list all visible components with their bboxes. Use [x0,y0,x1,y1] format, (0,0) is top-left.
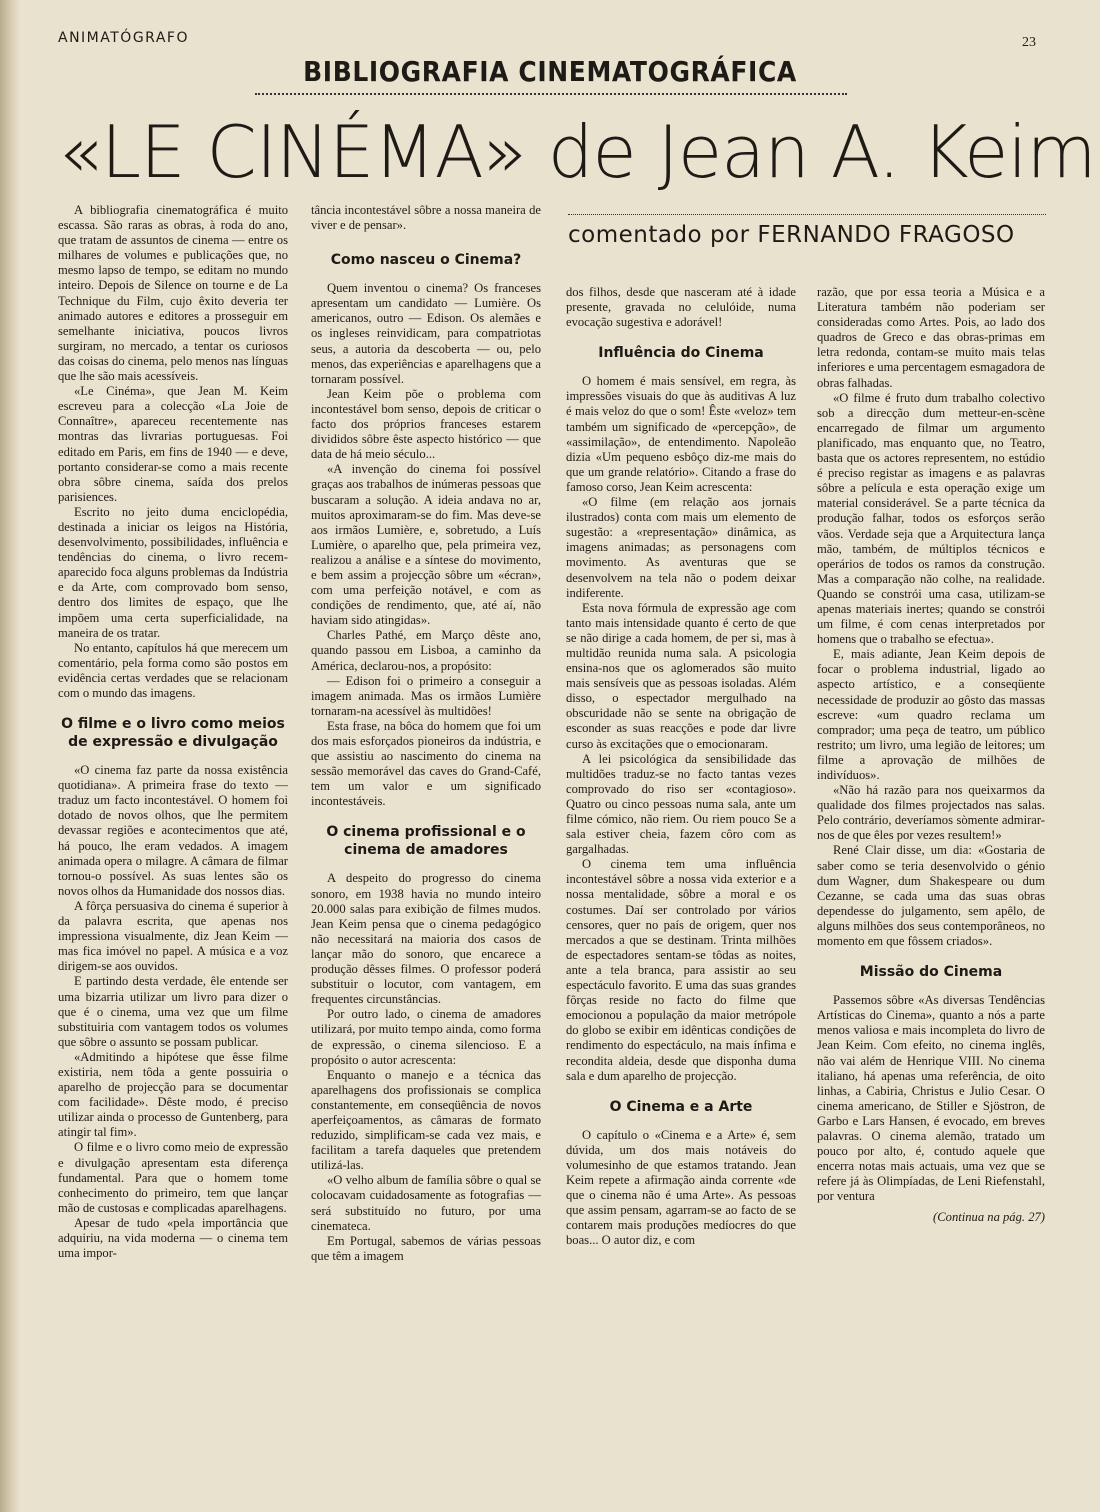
subheading: Influência do Cinema [598,345,764,362]
article-title: «LE CINÉMA» de Jean A. Keim [58,110,1096,194]
paragraph: O capítulo o «Cinema e a Arte» é, sem dúvida, um dos mais notáveis do volumesinho de que estamos tratando. Jean Keim repete a afirmação ainda corrente «de que o cinema não é uma Arte». As pessoas que assim pensam, agarram-se ao facto de se contarem mais produções medíocres do que boas... O autor diz, e com [566,1127,796,1248]
paragraph: A bibliografia cinematográfica é muito escassa. São raras as obras, à roda do ano, que tratam de assuntos de cinema — entre os milhares de volumes e publicações que, no mesmo lapso de tempo, se editam no mundo inteiro. Depois de Silence on tourne e de La Technique du Film, cujo êxito deveria ter animado autores e editores a prosseguir em semelhante iniciativa, poucos livros surgiram, no mercado, a tentar os curiosos das coisas do cinema, pelo menos nas línguas que lhe são mais acessíveis. [58,203,288,384]
paragraph: «Admitindo a hipótese que êsse filme existiria, nem tôda a gente possuiria o aparelho de projecção para se documentar com facilidade». Dêste modo, é preciso utilizar ainda o processo de Guntenberg, para atingir tal fim». [58,1049,288,1140]
paragraph: Esta nova fórmula de expressão age com tanto mais intensidade quanto é certo de que se não dirige a cada homem, de per si, mas à multidão reunida numa sala. A psicologia ensina-nos que os aglomerados são muito mais sensíveis que as pessoas isoladas. Além disso, o espectador mergulhado na obscuridade não se sente na obrigação de esconder as suas reacções e pode dar livre curso às excitações que o emocionaram. [566,600,796,751]
page-number: 23 [1022,35,1036,50]
paragraph: O filme e o livro como meio de expressão e divulgação apresentam esta diferença fundamental. Para que o homem tome conhecimento do primeiro, tem que lançar mão de custosas e complicadas aparelhagens. [58,1140,288,1215]
subheading: O Cinema e a Arte [609,1098,753,1115]
section-title: BIBLIOGRAFIA CINEMATOGRÁFICA [303,55,797,88]
paragraph: A despeito do progresso do cinema sonoro, em 1938 havia no mundo inteiro 20.000 salas para exibição de filmes mudos. Jean Keim pensa que o cinema pedagógico não necessitará na maioria dos casos de lançar mão do sonoro, que encarece a produção dêsses filmes. O professor poderá substituir o locutor, com vantagem, em frequentes circunstâncias. [311,871,541,1007]
paragraph: O cinema tem uma influência incontestável sôbre a nossa vida exterior e a nossa mentalidade, sôbre a moral e os costumes. Daí ser controlado por vários censores, quer no país de origem, quer nos mercados a que se destinam. Trinta milhões de espectadores sentam-se tôdas as noites, ante a tela branca, para assistir ao seu espectáculo favorito. E uma das suas grandes fôrças reside no facto do filme que emocionou a população da maior metrópole do globo se exibir em idênticas condições de rendimento do espectáculo, na mais ínfima e recondita aldeia, desde que disponha duma sala e dum aparelho de projecção. [566,857,796,1083]
paragraph: tância incontestável sôbre a nossa maneira de viver e de pensar». [311,203,541,233]
paragraph: «Não há razão para nos queixarmos da qualidade dos filmes projectados nas salas. Pelo contrário, deveríamos sòmente admirar-nos de que êles por vezes resultem!» [817,783,1045,843]
paragraph: A fôrça persuasiva do cinema é superior à da palavra escrita, que apenas nos impressiona visualmente, diz Jean Keim — mas fica imóvel no papel. A música e a voz dirigem-se aos ouvidos. [58,898,288,974]
paragraph: Apesar de tudo «pela importância que adquiriu, na vida moderna — o cinema tem uma impor- [58,1215,288,1261]
paragraph: «O velho album de família sôbre o qual se colocavam cuidadosamente as fotografias — será substituído no futuro, por uma cinemateca. [311,1173,541,1233]
magazine-name: ANIMATÓGRAFO [58,30,189,46]
paragraph: Esta frase, na bôca do homem que foi um dos mais esforçados pioneiros da indústria, e que assistiu ao nascimento do cinema na sessão memorável das caves do Grand-Café, tem um valor e um significado incontestáveis. [311,718,541,809]
paragraph: Charles Pathé, em Março dêste ano, quando passou em Lisboa, a caminho da América, declarou-nos, a propósito: [311,628,541,673]
column-2 [311,203,541,1493]
byline-rule [568,214,1046,215]
paragraph: Quem inventou o cinema? Os franceses apresentam um candidato — Lumière. Os americanos, outro — Edison. Os alemães e os ingleses reinvidicam, para compatriotas seus, a autoria da descoberta — ou, pelo menos, das experiências e aparelhagens que a tornaram possível. [311,281,541,386]
subheading: Como nasceu o Cinema? [330,252,522,269]
paragraph: — Edison foi o primeiro a conseguir a imagem animada. Mas os irmãos Lumière tornaram-na acessível às multidões! [311,673,541,718]
paragraph: A lei psicológica da sensibilidade das multidões traduz-se no facto tantas vezes comprovado do riso ser «contagioso». Quatro ou cinco pessoas numa sala, ante um filme cómico, não riem. Ou riem pouco Se a sala estiver cheia, fazem côro com as gargalhadas. [566,751,796,857]
section-rule [255,93,847,95]
paragraph: Por outro lado, o cinema de amadores utilizará, por muito tempo ainda, como forma de expressão, o cinema silencioso. E a propósito o autor acrescenta: [311,1007,541,1067]
paragraph: «O filme (em relação aos jornais ilustrados) conta com mais um elemento de sugestão: a «representação» dinâmica, as imagens animadas; as personagens com movimento. As aventuras que se desenvolvem na tela não o podem deixar indiferente. [566,495,796,600]
paragraph: René Clair disse, um dia: «Gostaria de saber como se teria desenvolvido o génio dum Wagner, dum Shakespeare ou dum Cezanne, se cada uma das suas obras dependesse do julgamento, sem apêlo, de alguns milhões dos seus contemporâneos, no momento em que fôssem criados». [817,843,1045,949]
continuation-note: (Continua na pág. 27) [933,1210,1045,1225]
paragraph: Enquanto o manejo e a técnica das aparelhagens dos profissionais se complica constantemente, em conseqüência de novos aperfeiçoamentos, as câmaras de formato reduzido, simplificam-se cada vez mais, e facilitam a tarefa daqueles que pretendem utilizá-las. [311,1067,541,1173]
paragraph: razão, que por essa teoria a Música e a Literatura também não poderiam ser consideradas como Artes. Pois, ao lado dos quadros de Greco e das obras-primas em letra redonda, contam-se muito mais telas inferiores e uma percentagem esmagadora de obras falhadas. [817,285,1045,390]
paragraph: «O cinema faz parte da nossa existência quotidiana». A primeira frase do texto — traduz um facto incontestável. O homem foi dotado de novos olhos, que lhe permitem devassar regiões e acontecimentos que até, há pouco, lhe eram vedados. A imagem animada opera o milagre. A câmara de filmar tornou-o possível. As suas lentes são os novos olhos da Humanidade dos nossos dias. [58,763,288,898]
column-4 [817,285,1045,1493]
subheading: O cinema profissional e o cinema de amadores [326,824,526,859]
paragraph: E, mais adiante, Jean Keim depois de focar o problema industrial, ligado ao aspecto artístico, e a conseqüente necessidade de produzir ao gôsto das massas escreve: «um quadro reclama um comprador; uma peça de teatro, um público restrito; um livro, uma legião de leitores; um filme a aprovação de milhões de indivíduos». [817,647,1045,782]
paragraph: Passemos sôbre «As diversas Tendências Artísticas do Cinema», quanto a nós a parte menos valiosa e mais incompleta do livro de Jean Keim. Com efeito, no cinema inglês, não vai além de Henrique VIII. No cinema italiano, há apenas uma referência, de oito linhas, a Cabiria, Christus e Julio Cesar. O cinema americano, de Stiller e Sjöstron, de Garbo e Lars Hansen, é evocado, em breves palavras. O cinema alemão, tratado um pouco por alto, é, contudo aquele que encerra notas mais actuais, uma vez que se refere já às Olimpíadas, de Leni Riefenstahl, por ventura [817,993,1045,1204]
paragraph: «A invenção do cinema foi possível graças aos trabalhos de inúmeras pessoas que buscaram a solução. A ideia andava no ar, muitos aproximaram-se do fim. Mas deve-se aos irmãos Lumière, e, sobretudo, a Luís Lumière, o aparelho que, pela primeira vez, realizou a análise e a síntese do movimento, e bem assim a projecção sôbre um «écran», com uma perfeição notável, e com as condições de rendimento, que, até aí, não haviam sido atingidas». [311,462,541,628]
byline: comentado por FERNANDO FRAGOSO [568,222,1015,248]
paragraph: «Le Cinéma», que Jean M. Keim escreveu para a colecção «La Joie de Connaître», apareceu recentemente nas montras das livrarias portuguesas. Foi editado em Paris, em fins de 1940 — e deve, portanto considerar-se como a mais recente obra sôbre cinema, saída dos prelos parisiences. [58,384,288,504]
paragraph: E partindo desta verdade, êle entende ser uma bizarria utilizar um livro para dizer o que é o cinema, uma vez que um filme substituiria com vantagem todos os volumes que sôbre o assunto se possam publicar. [58,974,288,1049]
paragraph: No entanto, capítulos há que merecem um comentário, pela forma como são postos em evidência certas verdades que se relacionam com o mundo das imagens. [58,640,288,700]
paragraph: Em Portugal, sabemos de várias pessoas que têm a imagem [311,1233,541,1263]
paragraph: O homem é mais sensível, em regra, às impressões visuais do que às auditivas A luz é mais veloz do que o som! Êste «veloz» tem também um significado de «percepção», de «assimilação», de entendimento. Napoleão dizia «Um pequeno esbôço diz-me mais do que um grande relatório». Citando a frase do famoso corso, Jean Keim acrescenta: [566,374,796,494]
subheading: O filme e o livro como meios de expressão e divulgação [61,716,285,751]
paragraph: dos filhos, desde que nasceram até à idade presente, gravada no celulóide, numa evocação sugestiva e adorável! [566,285,796,330]
page-edge [0,0,20,1512]
column-1 [58,203,288,1493]
paragraph: Jean Keim põe o problema com incontestável bom senso, depois de criticar o facto dos próprios franceses estarem divididos sôbre êste aspecto histórico — que data de há meio século... [311,386,541,462]
subheading: Missão do Cinema [859,964,1003,981]
paragraph: Escrito no jeito duma enciclopédia, destinada a iniciar os leigos na História, desenvolvimento, possibilidades, influência e tendências do cinema, o livro recem-aparecido foca alguns problemas da Indústria e da Arte, com comprovado bom senso, dentro dos limites de espaço, que lhe impõem uma certa superficialidade, na maneira de os tratar. [58,504,288,640]
paragraph: «O filme é fruto dum trabalho colectivo sob a direcção dum metteur-en-scène encarregado de filmar um argumento planificado, mas enquanto que, no Teatro, basta que os actores representem, no estúdio é preciso registar as imagens e as palavras sôbre a película e esta operação exige um material considerável. Se a parte técnica da produção falhar, todos os esforços serão vãos. Verdade seja que a Arquitectura lança mão, também, de múltiplos técnicos e operários de todos os ramos da construção. Mas a comparação não colhe, na realidade. Quando se constrói uma casa, utilizam-se apenas materiais inertes; quando se constrói um filme, é com cenas interpretados por homens que o trabalho se efectua». [817,390,1045,647]
column-3 [566,285,796,1493]
